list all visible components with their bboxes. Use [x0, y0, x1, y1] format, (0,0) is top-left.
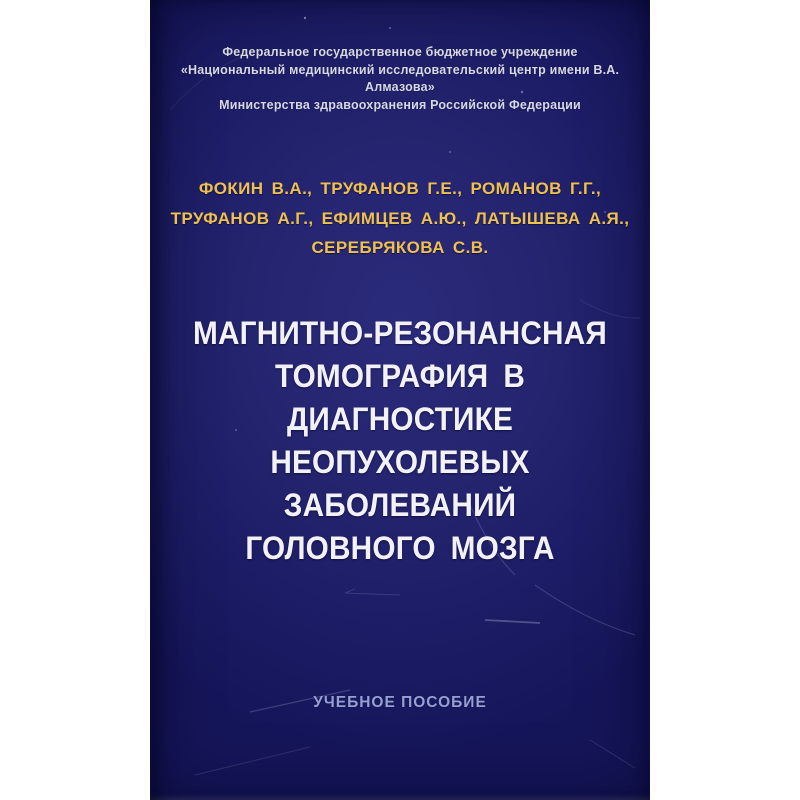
institution-line-3: Министерства здравоохранения Российской Федерации — [219, 97, 581, 112]
authors-line-2: ТРУФАНОВ А.Г., ЕФИМЦЕВ А.Ю., ЛАТЫШЕВА А.Я., — [170, 208, 630, 228]
book-cover — [150, 0, 650, 800]
title-line-1: МАГНИТНО-РЕЗОНАНСНАЯ — [193, 315, 607, 351]
institution-line-1: Федеральное государственное бюджетное учреждение — [222, 45, 578, 59]
book-title — [168, 312, 633, 570]
authors-line-3: СЕРЕБРЯКОВА С.В. — [311, 238, 489, 257]
title-line-2: ТОМОГРАФИЯ В ДИАГНОСТИКЕ — [274, 358, 526, 437]
institution-line-2: «Национальный медицинский исследовательский центр имени В.А. Алмазова» — [180, 62, 620, 94]
title-line-3: НЕОПУХОЛЕВЫХ ЗАБОЛЕВАНИЙ — [270, 444, 530, 523]
edition-type-label: УЧЕБНОЕ ПОСОБИЕ — [313, 694, 487, 711]
title-line-4: ГОЛОВНОГО МОЗГА — [245, 530, 555, 566]
institution-block — [150, 44, 650, 114]
authors-line-1: ФОКИН В.А., ТРУФАНОВ Г.Е., РОМАНОВ Г.Г., — [198, 179, 602, 198]
authors-block — [150, 174, 650, 263]
